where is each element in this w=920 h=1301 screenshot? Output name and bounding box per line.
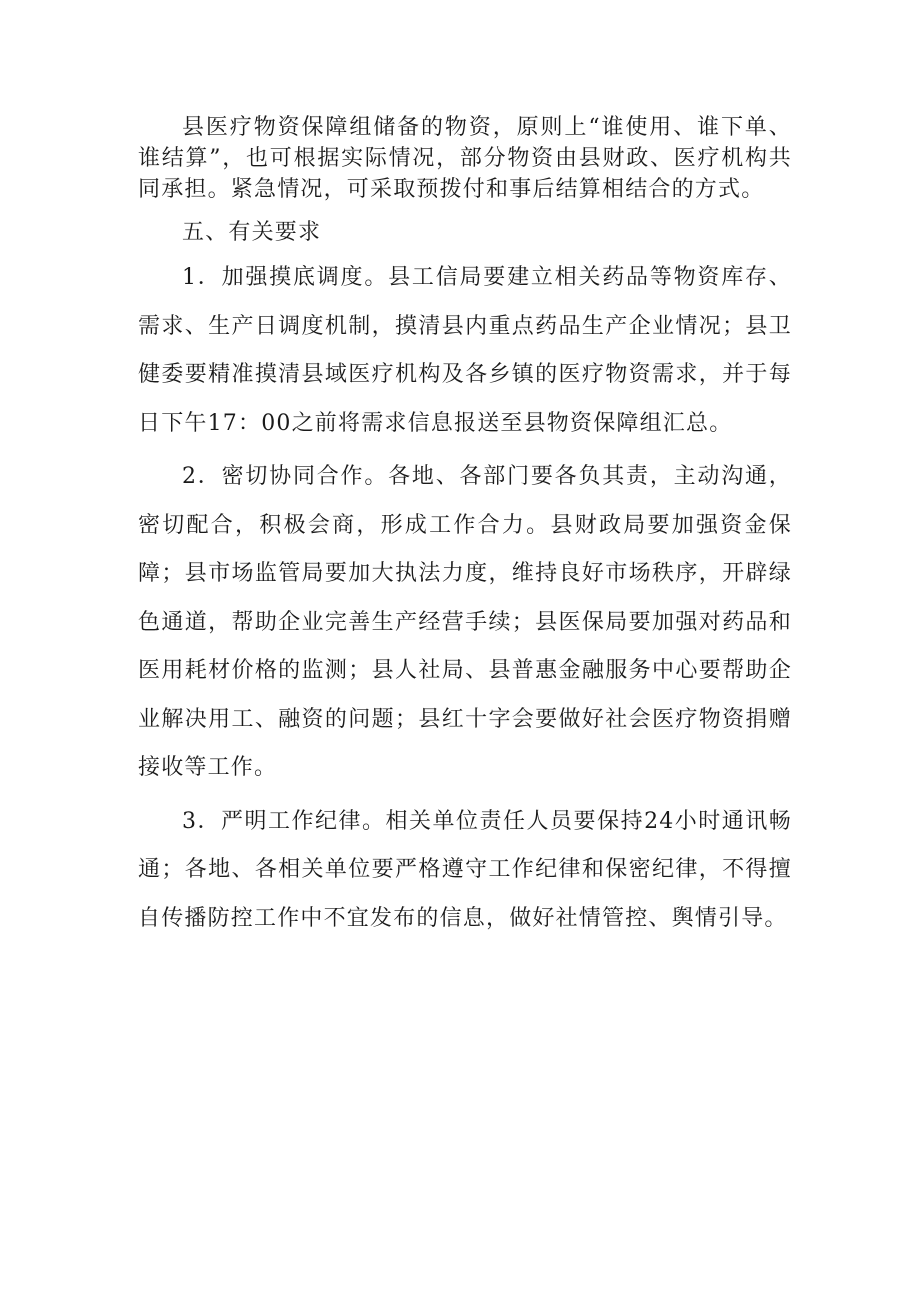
paragraph-settlement: 县医疗物资保障组储备的物资，原则上“谁使用、谁下单、谁结算”，也可根据实际情况，部分物资由县财政、医疗机构共同承担。紧急情况，可采取预拨付和事后结算相结合的方式。 — [138, 115, 792, 202]
paragraph-item-2: 2．密切协同合作。各地、各部门要各负其责，主动沟通，密切配合，积极会商，形成工作合力。县财政局要加强资金保障；县市场监管局要加大执法力度，维持良好市场秩序，开辟绿色通道，帮助企业完善生产经营手续；县医保局要加强对药品和医用耗材价格的监测；县人社局、县普惠金融服务中心要帮助企业解决用工、融资的问题；县红十字会要做好社会医疗物资捐赠接收等工作。 — [138, 464, 792, 780]
document-page — [138, 112, 792, 943]
section-heading-requirements: 五、有关要求 — [182, 220, 322, 245]
paragraph-item-3: 3．严明工作纪律。相关单位责任人员要保持24小时通讯畅通；各地、各相关单位要严格遵守工作纪律和保密纪律，不得擅自传播防控工作中不宜发布的信息，做好社情管控、舆情引导。 — [138, 808, 792, 931]
paragraph-item-1: 1．加强摸底调度。县工信局要建立相关药品等物资库存、需求、生产日调度机制，摸清县内重点药品生产企业情况；县卫健委要精准摸清县域医疗机构及各乡镇的医疗物资需求，并于每日下午17：00之前将需求信息报送至县物资保障组汇总。 — [138, 265, 792, 436]
